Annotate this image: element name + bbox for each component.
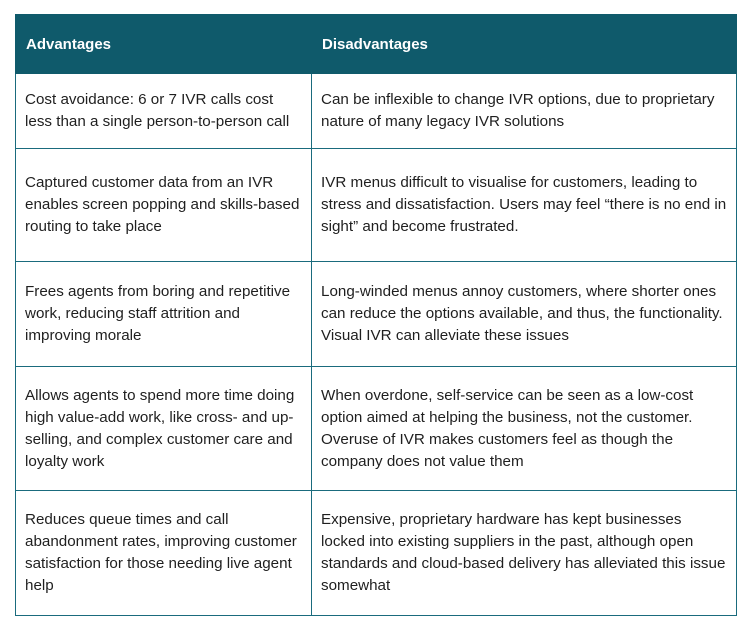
table-row — [16, 149, 737, 262]
disadvantage-cell: Long-winded menus annoy customers, where shorter ones can reduce the options available, and thus, the functionality. Visual IVR can alleviate these issues — [312, 262, 737, 367]
advantage-cell: Cost avoidance: 6 or 7 IVR calls cost less than a single person-to-person call — [16, 74, 312, 149]
advantage-cell: Reduces queue times and call abandonment rates, improving customer satisfaction for those needing live agent help — [16, 491, 312, 616]
disadvantage-cell: IVR menus difficult to visualise for customers, leading to stress and dissatisfaction. Users may feel “there is no end in sight” and become frustrated. — [312, 149, 737, 262]
disadvantage-cell: When overdone, self-service can be seen as a low-cost option aimed at helping the business, not the customer. Overuse of IVR makes customers feel as though the company does not value them — [312, 367, 737, 491]
disadvantages-header: Disadvantages — [312, 15, 737, 74]
disadvantage-cell: Can be inflexible to change IVR options, due to proprietary nature of many legacy IVR solutions — [312, 74, 737, 149]
advantage-cell: Allows agents to spend more time doing high value-add work, like cross- and up-selling, and complex customer care and loyalty work — [16, 367, 312, 491]
advantage-cell: Frees agents from boring and repetitive work, reducing staff attrition and improving morale — [16, 262, 312, 367]
advantage-cell: Captured customer data from an IVR enables screen popping and skills-based routing to take place — [16, 149, 312, 262]
comparison-table — [15, 14, 737, 616]
table-row — [16, 491, 737, 616]
disadvantage-cell: Expensive, proprietary hardware has kept businesses locked into existing suppliers in the past, although open standards and cloud-based delivery has alleviated this issue somewhat — [312, 491, 737, 616]
header-row — [16, 15, 737, 74]
table-row — [16, 74, 737, 149]
table-header — [16, 15, 737, 74]
table-row — [16, 262, 737, 367]
table-body — [16, 74, 737, 616]
advantages-header: Advantages — [16, 15, 312, 74]
table-row — [16, 367, 737, 491]
